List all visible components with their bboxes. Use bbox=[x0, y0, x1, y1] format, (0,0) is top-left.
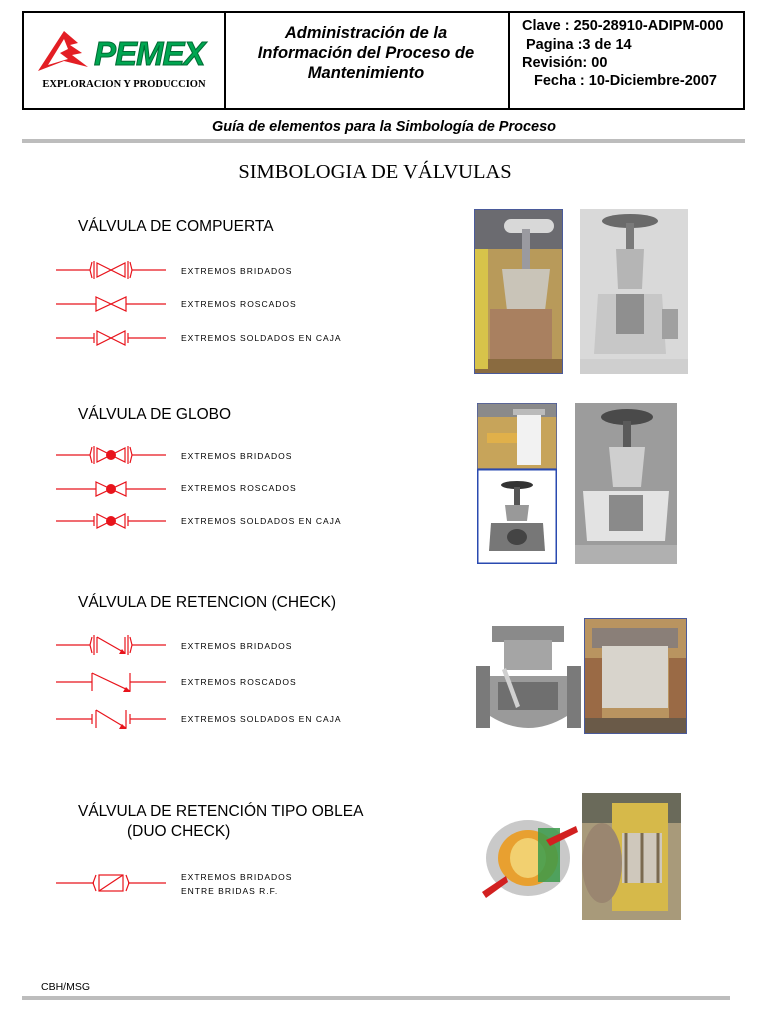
footer-initials: CBH/MSG bbox=[41, 981, 91, 993]
label-globo-roscados: EXTREMOS ROSCADOS bbox=[181, 483, 297, 493]
logo-cell bbox=[24, 13, 226, 108]
clave-text: Clave : 250-28910-ADIPM-000 bbox=[522, 18, 724, 34]
section-title-compuerta: VÁLVULA DE COMPUERTA bbox=[78, 218, 274, 235]
gate-valve-threaded-symbol bbox=[56, 292, 166, 316]
wafer-check-valve-symbol bbox=[56, 871, 166, 895]
section-title-duo-check bbox=[78, 802, 363, 842]
label-check-soldados: EXTREMOS SOLDADOS EN CAJA bbox=[181, 714, 342, 724]
gate-valve-photo-cutaway bbox=[580, 209, 688, 374]
duo-check-title-line-2: (DUO CHECK) bbox=[127, 823, 231, 840]
globe-valve-photo-cutaway bbox=[575, 403, 677, 564]
check-valve-threaded-symbol bbox=[56, 670, 166, 694]
check-valve-socket-weld-symbol bbox=[56, 707, 166, 731]
document-header bbox=[22, 11, 745, 110]
globe-valve-photo-installed bbox=[477, 403, 557, 469]
label-duo-bridados: EXTREMOS BRIDADOS bbox=[181, 872, 293, 882]
gate-valve-socket-weld-symbol bbox=[56, 326, 166, 350]
label-check-roscados: EXTREMOS ROSCADOS bbox=[181, 677, 297, 687]
globe-valve-threaded-symbol bbox=[56, 477, 166, 501]
duo-check-valve-drawing bbox=[476, 796, 581, 920]
meta-cell bbox=[508, 13, 743, 108]
title-cell bbox=[224, 13, 510, 108]
revision-text: Revisión: 00 bbox=[522, 55, 608, 71]
logo-subtitle: EXPLORACION Y PRODUCCION bbox=[42, 79, 206, 90]
globe-valve-flanged-symbol bbox=[56, 443, 166, 467]
globe-valve-socket-weld-symbol bbox=[56, 509, 166, 533]
check-valve-drawing-cutaway bbox=[476, 620, 581, 738]
label-check-bridados: EXTREMOS BRIDADOS bbox=[181, 641, 293, 651]
label-duo-entre-bridas: ENTRE BRIDAS R.F. bbox=[181, 886, 279, 896]
title-line-3: Mantenimiento bbox=[307, 64, 425, 82]
gate-valve-photo-installed bbox=[474, 209, 563, 374]
gate-valve-flanged-symbol bbox=[56, 258, 166, 282]
fecha-text: Fecha : 10-Diciembre-2007 bbox=[534, 73, 717, 89]
main-title: SIMBOLOGIA DE VÁLVULAS bbox=[238, 161, 512, 183]
label-compuerta-bridados: EXTREMOS BRIDADOS bbox=[181, 266, 293, 276]
top-divider bbox=[22, 139, 745, 143]
bottom-divider bbox=[22, 996, 730, 1000]
duo-check-valve-photo bbox=[582, 793, 681, 920]
label-globo-soldados: EXTREMOS SOLDADOS EN CAJA bbox=[181, 516, 342, 526]
globe-valve-drawing-cutaway bbox=[477, 469, 557, 564]
check-valve-flanged-symbol bbox=[56, 633, 166, 657]
duo-check-title-line-1: VÁLVULA DE RETENCIÓN TIPO OBLEA bbox=[78, 803, 364, 820]
document-title bbox=[224, 23, 508, 83]
label-compuerta-soldados: EXTREMOS SOLDADOS EN CAJA bbox=[181, 333, 342, 343]
label-globo-bridados: EXTREMOS BRIDADOS bbox=[181, 451, 293, 461]
pagina-text: Pagina :3 de 14 bbox=[526, 37, 632, 53]
section-title-globo: VÁLVULA DE GLOBO bbox=[78, 406, 232, 423]
label-compuerta-roscados: EXTREMOS ROSCADOS bbox=[181, 299, 297, 309]
page-subtitle: Guía de elementos para la Simbología de Proceso bbox=[211, 119, 557, 135]
check-valve-photo-installed bbox=[584, 618, 687, 734]
logo-wordmark: PEMEX bbox=[94, 35, 205, 72]
pemex-eagle-icon bbox=[34, 27, 94, 77]
title-line-1: Administración de la bbox=[284, 24, 448, 42]
section-title-retencion: VÁLVULA DE RETENCION (CHECK) bbox=[78, 594, 337, 611]
title-line-2: Información del Proceso de bbox=[257, 44, 475, 62]
